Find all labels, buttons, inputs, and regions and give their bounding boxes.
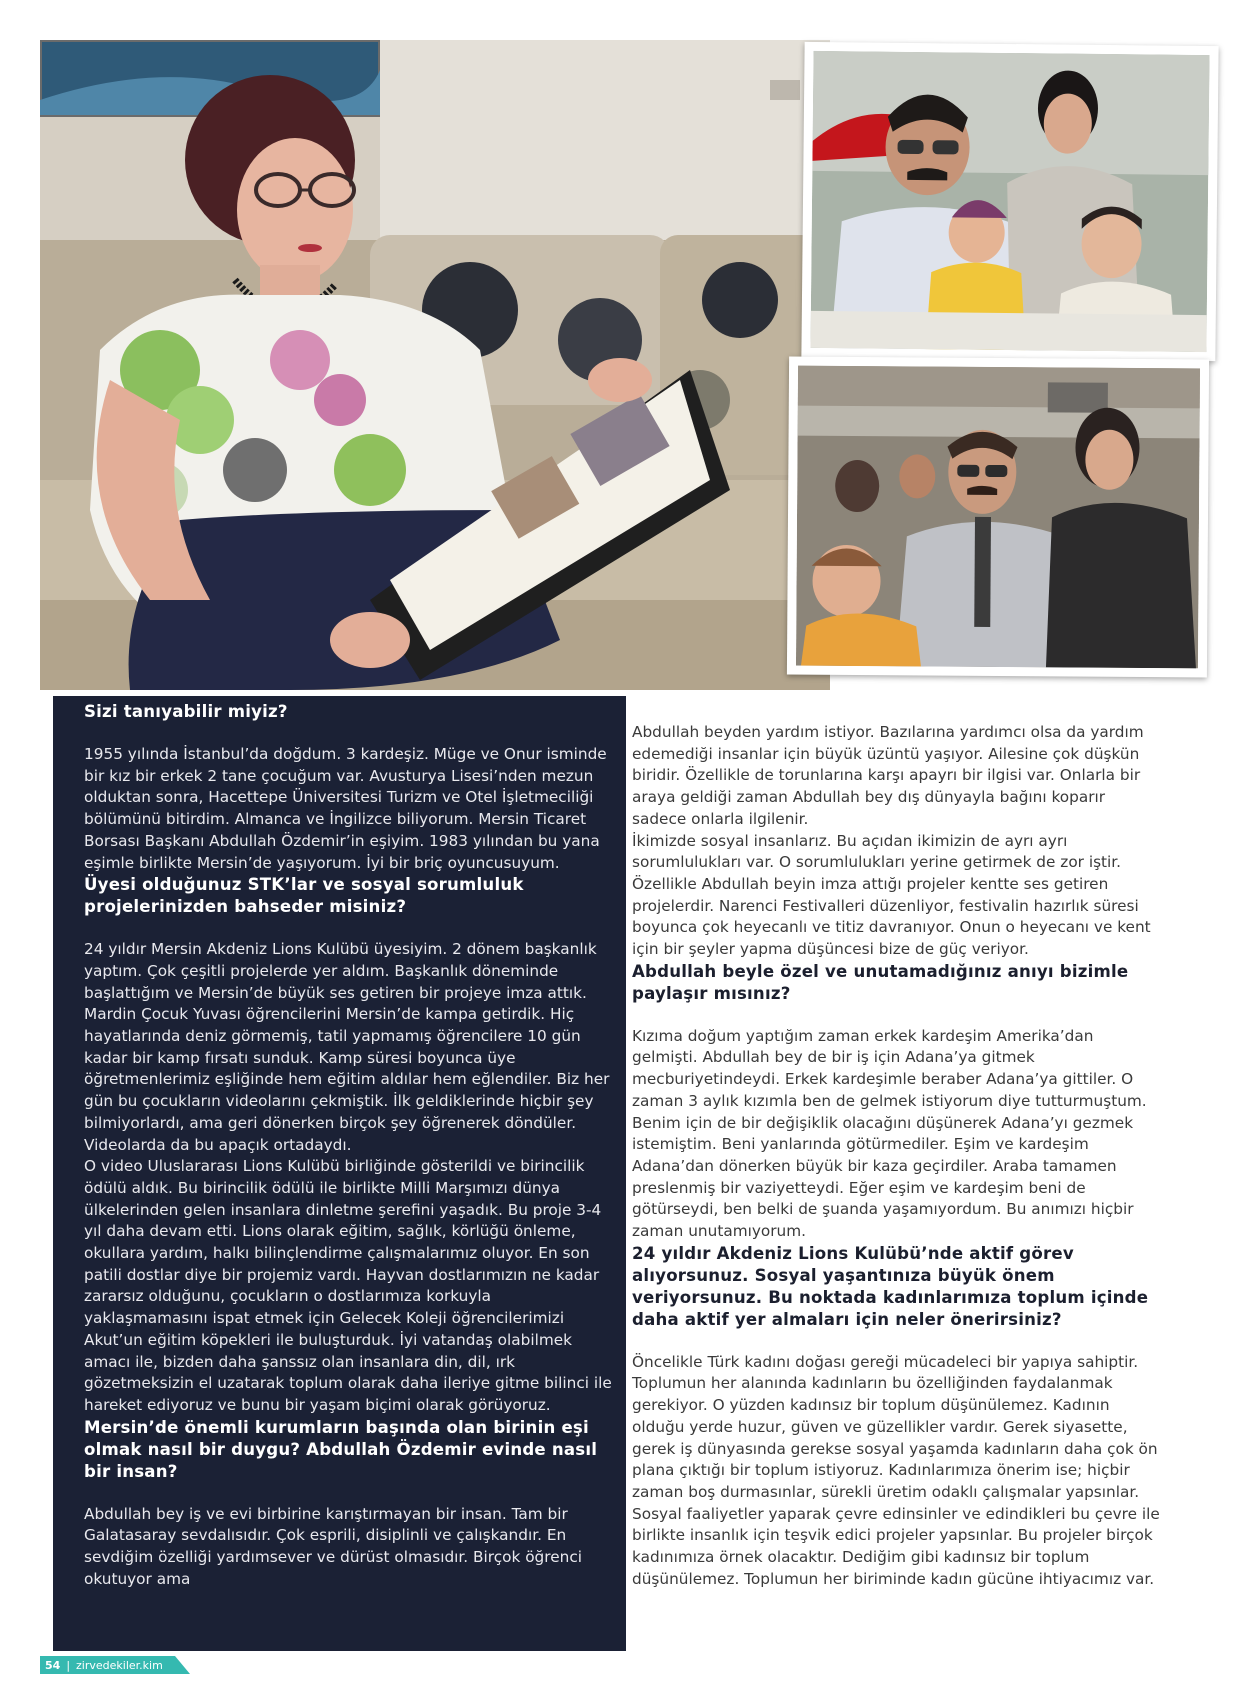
family-photo-2 (787, 357, 1209, 678)
answer-paragraph: Abdullah beyden yardım istiyor. Bazılarına yardımcı olsa da yardım edemediği insanlar için büyük üzüntü yaşıyor. Ailesine çok düşkün biridir. Özellikle de torunlarına karşı apayrı bir ilgisi var. Onlarla bir araya geldiği zaman Abdullah bey dış dünyayla bağını koparır sadece onlarla ilgilenir. (632, 723, 1144, 828)
footer-site-link[interactable]: zirvedekiler.kim (76, 1658, 163, 1672)
answer-paragraph: Kızıma doğum yaptığım zaman erkek kardeşim Amerika’dan gelmişti. Abdullah bey de bir iş için Adana’ya gitmek mecburiyetindeydi. Erkek kardeşimle beraber Adana’ya gittiler. O zaman 3 aylık kızımla ben de gelmek istiyorum diye tutturmuştum. Benim için de bir değişiklik olacağını düşünerek Adana’yı gezmek istemiştim. Beni yanlarında götürmediler. Eşim ve kardeşim Adana’dan dönerken büyük bir kaza geçirdiler. Araba tamamen preslenmiş bir vaziyetteydi. Eğer eşim ve kardeşim beni de götürseydi, ben belki de şuanda yaşamıyordum. Bu anımızı hiçbir zaman unutamıyorum. (632, 1026, 1147, 1241)
question-heading: 24 yıldır Akdeniz Lions Kulübü’nde aktif görev alıyorsunuz. Sosyal yaşantınıza büyük önem veriyorsunuz. Bu noktada kadınlarımıza toplum içinde daha aktif yer almaları için neler önerirsiniz? (632, 1243, 1149, 1329)
question-heading: Sizi tanıyabilir miyiz? (84, 702, 288, 721)
footer-separator: | (66, 1658, 71, 1672)
question-heading: Üyesi olduğunuz STK’lar ve sosyal sorumluluk projelerinizden bahseder misiniz? (84, 875, 524, 917)
answer-paragraph: Öncelikle Türk kadını doğası gereği mücadeleci bir yapıya sahiptir. Toplumun her alanında kadınların bu özelliğinden faydalanmak gerekiyor. O yüzden kadınsız bir toplum düşünülemez. Kadının olduğu yerde huzur, güven ve güzellikler vardır. Gerek siyasette, gerek iş dünyasında gerekse sosyal yaşamda kadınların daha çok ön plana çıktığı bir toplum istiyoruz. Kadınlarımıza önerim ise; hiçbir zaman boş durmasınlar, sürekli üretim odaklı çalışmalar yapsınlar. Sosyal faaliyetler yaparak çevre edinsinler ve edindikleri bu çevre ile birlikte insanlık için teşvik edici projeler yapsınlar. Bu projeler birçok kadınımıza örnek olacaktır. Dediğim gibi kadınsız bir toplum düşünülemez. Toplumun her biriminde kadın gücüne ihtiyacımız var. (632, 1352, 1160, 1588)
main-photo (40, 40, 830, 690)
family-photo-1 (801, 42, 1218, 361)
left-column (84, 701, 612, 1591)
page-number: 54 (45, 1658, 61, 1672)
question-heading: Abdullah beyle özel ve unutamadığınız anıyı bizimle paylaşır mısınız? (632, 961, 1129, 1003)
answer-paragraph: İkimizde sosyal insanlarız. Bu açıdan ikimizin de ayrı ayrı sorumlulukları var. O sorumlulukları yerine getirmek de zor iştir. Özellikle Abdullah beyin imza attığı projeler kentte ses getiren projelerdir. Narenci Festivalleri düzenliyor, festivalin hazırlık süresi boyunca çok heyecanlı ve titiz davranıyor. Onun o heyecanı ve kent için bir şeyler yapma düşüncesi bize de güç veriyor. (632, 831, 1151, 959)
answer-paragraph: 24 yıldır Mersin Akdeniz Lions Kulübü üyesiyim. 2 dönem başkanlık yaptım. Çok çeşitli projelerde yer aldım. Başkanlık döneminde başlattığım ve Mersin’de büyük ses getiren bir projeye imza attık. Mardin Çocuk Yuvası öğrencilerini Mersin’de kampa getirdik. Hiç hayatlarında deniz görmemiş, tatil yapmamış öğrencilere 10 gün kadar bir kamp fırsatı sunduk. Kamp süresi boyunca üye öğretmenlerimiz eşliğinde hem eğitim aldılar hem eğlendiler. Biz her gün bu çocukların videolarını çekmiştik. İlk geldiklerinde hiçbir şey bilmiyorlardı, ama geri dönerken birçok şey öğrenerek döndüler. Videolarda da bu apaçık ortadaydı. (84, 940, 610, 1154)
answer-paragraph: 1955 yılında İstanbul’da doğdum. 3 kardeşiz. Müge ve Onur isminde bir kız bir erkek 2 tane çocuğum var. Avusturya Lisesi’nden mezun olduktan sonra, Hacettepe Üniversitesi Turizm ve Otel İşletmeciliği bölümünü bitirdim. Almanca ve İngilizce biliyorum. Mersin Ticaret Borsası Başkanı Abdullah Özdemir’in eşiyim. 1983 yılından bu yana eşimle birlikte Mersin’de yaşıyorum. İyi bir briç oyuncusuyum. (84, 745, 607, 872)
question-heading: Mersin’de önemli kurumların başında olan birinin eşi olmak nasıl bir duygu? Abdullah Özdemir evinde nasıl bir insan? (84, 1417, 598, 1481)
page-footer (40, 1656, 190, 1674)
answer-paragraph: O video Uluslararası Lions Kulübü birliğinde gösterildi ve birincilik ödülü aldık. Bu birincilik ödülü ile birlikte Milli Marşımızı dünya ülkelerinden gelen insanlara dinletme şerefini yaşadık. Bu proje 3-4 yıl daha devam etti. Lions olarak eğitim, sağlık, körlüğü önleme, okullara yardım, halkı bilinçlendirme çalışmalarımız oluyor. En son patili dostlar diye bir projemiz vardı. Hayvan dostlarımızın ne kadar zararsız olduğunu, çocukların o dostlarımıza korkuyla yaklaşmamasını ispat etmek için Gelecek Koleji öğrencilerimizi Akut’un eğitim köpekleri ile buluşturduk. İyi vatandaş olabilmek amacı ile, bizden daha şanssız olan insanlara din, dil, ırk gözetmeksizin el uzatarak toplum olarak daha ileriye gitme bilinci ile hareket ediyoruz ve bunu bir yaşam biçimi olarak görüyoruz. (84, 1157, 612, 1414)
right-column (632, 722, 1160, 1591)
answer-paragraph: Abdullah bey iş ve evi birbirine karıştırmayan bir insan. Tam bir Galatasaray sevdalısıdır. Çok esprili, disiplinli ve çalışkandır. En sevdiğim özelliği yardımsever ve dürüst olmasıdır. Birçok öğrenci okutuyor ama (84, 1504, 582, 1588)
